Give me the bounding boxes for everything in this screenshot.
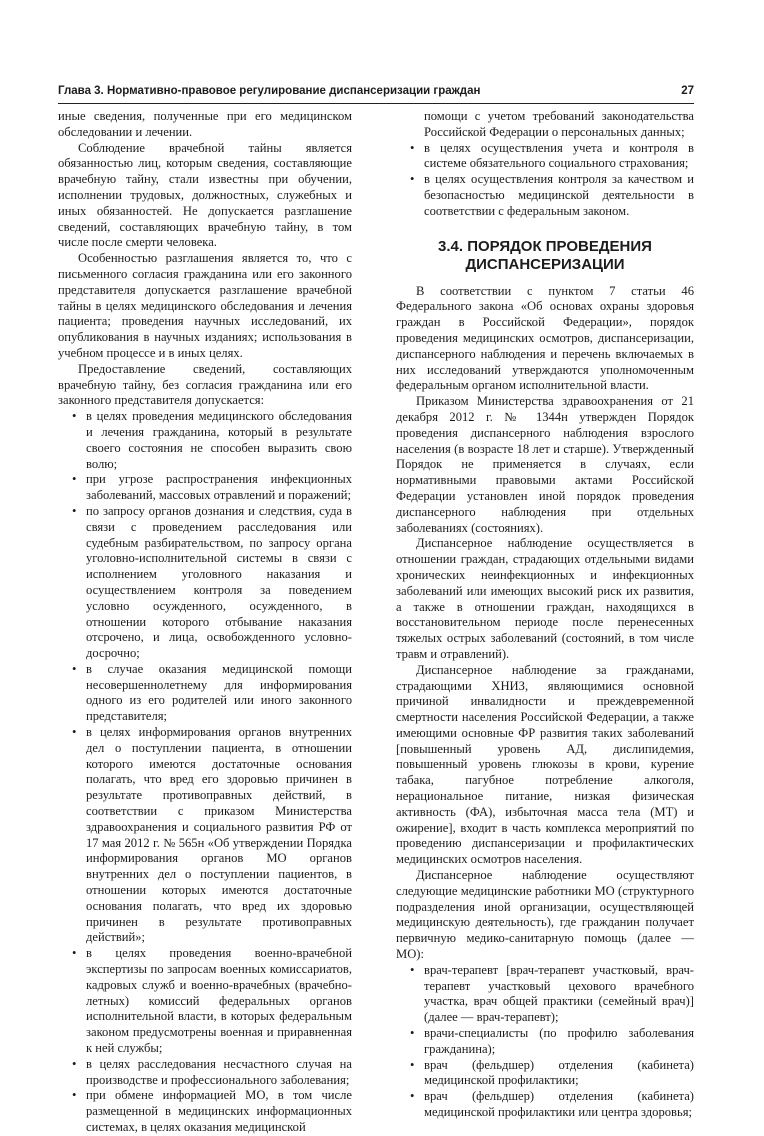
right-column [396, 109, 694, 1121]
paragraph-law: В соответствии с пунктом 7 статьи 46 Федерального закона «Об основах охраны здоровья граждан в Российской Федерации», порядок проведения медицинских осмотров, диспансеризации, диспансерного наблюдения и перечень включаемых в них исследований утверждаются уполномоченным федеральным органом исполнительной власти. [396, 283, 694, 393]
list-item: • в целях осуществления контроля за качеством и безопасностью медицинской деятельности в соответствии с федеральным законом. [396, 172, 694, 219]
list-item: • в целях проведения военно-врачебной экспертизы по запросам военных комиссариатов, кадровых служб и военно-врачебных (врачебно-летных) комиссий федеральных органов исполнительной власти, в которых федеральным законом предусмотрены военная и приравненная к ней службы; [58, 946, 352, 1057]
section-heading-line1: 3.4. ПОРЯДОК ПРОВЕДЕНИЯ [438, 237, 652, 255]
list-item: • врачи-специалисты (по профилю заболевания гражданина); [396, 1026, 694, 1058]
list-item: • врач (фельдшер) отделения (кабинета) медицинской профилактики или центра здоровья; [396, 1089, 694, 1121]
list-item: • в целях информирования органов внутренних дел о поступлении пациента, в отношении которого имеются достаточные основания полагать, что вред его здоровью причинен в результате противоправных действий, в соответствии с приказом Министерства здравоохранения и социального развития РФ от 17 мая 2012 г. № 565н «Об утверждении Порядка информирования органов МО органов внутренних дел о поступлении пациентов, в отношении которых имеются достаточные основания полагать, что вред их здоровью причинен в результате противоправных действий»; [58, 725, 352, 946]
paragraph-workers: Диспансерное наблюдение осуществляют следующие медицинские работники МО (структурного подразделения иной организации, осуществляющей медицинскую деятельность), где гражданин получает первичную медико-санитарную помощь (далее — МО): [396, 868, 694, 962]
paragraph-secrecy: Соблюдение врачебной тайны является обязанностью лиц, которым сведения, составляющие врачебную тайну, стали известны при обучении, исполнении трудовых, должностных, служебных и иных обязанностей. Не допускается разглашение сведений, составляющих врачебную тайну, в том числе после смерти человека. [58, 140, 352, 250]
left-column [58, 109, 352, 1136]
list-item: • по запросу органов дознания и следствия, суда в связи с проведением расследования или судебным разбирательством, по запросу органа уголовно-исполнительной системы в связи с исполнением уголовного наказания и осуществлением контроля за поведением условно осужденного, осужденного, в отношении которого отбывание наказания отсрочено, и лица, освобожденного условно-досрочно; [58, 504, 352, 662]
list-item: • при угрозе распространения инфекционных заболеваний, массовых отравлений и поражений; [58, 472, 352, 504]
list-item: • в случае оказания медицинской помощи несовершеннолетнему для информирования одного из его родителей или иного законного представителя; [58, 662, 352, 725]
paragraph-disclosure-feature: Особенностью разглашения является то, что с письменного согласия гражданина или его законного представителя допускается разглашение врачебной тайны в целях медицинского обследования и лечения пациента; проведения научных исследований, их опубликования в научных изданиях; использования в учебном процессе и в иных целях. [58, 251, 352, 360]
header-rule [58, 103, 694, 104]
section-heading [396, 238, 694, 274]
paragraph-order: Приказом Министерства здравоохранения от 21 декабря 2012 г. № 1344н утвержден Порядок проведения диспансерного наблюдения взрослого населения (в возрасте 18 лет и старше). Утвержденный Порядок не применяется в случаях, если нормативными правовыми актами Российской Федерации установлен иной порядок проведения диспансерного наблюдения при отдельных заболеваниях (состояниях). [396, 394, 694, 535]
paragraph-observation: Диспансерное наблюдение осуществляется в отношении граждан, страдающих отдельными видами хронических неинфекционных и инфекционных заболеваний или имеющих высокий риск их развития, а также в отношении граждан, находящихся в восстановительном периоде после перенесенных тяжелых острых заболеваний (состояний, в том числе травм и отравлений). [396, 536, 694, 661]
section-heading-line2: ДИСПАНСЕРИЗАЦИИ [465, 255, 625, 273]
page-number: 27 [681, 85, 694, 97]
running-header [58, 84, 694, 102]
chapter-title: Глава 3. Нормативно-правовое регулирование диспансеризации граждан [58, 85, 481, 97]
disclosure-list [58, 409, 352, 1136]
list-item: • в целях проведения медицинского обследования и лечения гражданина, который в результате своего состояния не способен выразить свою волю; [58, 409, 352, 472]
paragraph-hniz: Диспансерное наблюдение за гражданами, страдающими ХНИЗ, являющимися основной причиной инвалидности и преждевременной смертности населения Российской Федерации, а также имеющими основные ФР развития таких заболеваний [повышенный уровень АД, дислипидемия, повышенный уровень глюкозы в крови, курение табака, пагубное потребление алкоголя, нерациональное питание, низкая физическая активность (ФА), избыточная масса тела (МТ) и ожирение], входит в часть комплекса мероприятий по проведению диспансеризации и профилактических медицинских осмотров населения. [396, 662, 694, 867]
paragraph-continuation: иные сведения, полученные при его медицинском обследовании и лечении. [58, 109, 352, 139]
list-item: • при обмене информацией МО, в том числе размещенной в медицинских информационных системах, в целях оказания медицинской [58, 1088, 352, 1135]
workers-list [396, 963, 694, 1121]
list-item: • врач (фельдшер) отделения (кабинета) медицинской профилактики; [396, 1058, 694, 1090]
paragraph-without-consent: Предоставление сведений, составляющих врачебную тайну, без согласия гражданина или его законного представителя допускается: [58, 361, 352, 408]
list-item: • врач-терапевт [врач-терапевт участковый, врач-терапевт участковый цехового врачебного участка, врач общей практики (семейный врач)] (далее — врач-терапевт); [396, 963, 694, 1026]
list-item: • в целях осуществления учета и контроля в системе обязательного социального страхования; [396, 141, 694, 173]
list-item: • в целях расследования несчастного случая на производстве и профессионального заболевания; [58, 1057, 352, 1089]
disclosure-list-cont [396, 141, 694, 220]
list-item-continuation: помощи с учетом требований законодательства Российской Федерации о персональных данных; [424, 109, 694, 139]
